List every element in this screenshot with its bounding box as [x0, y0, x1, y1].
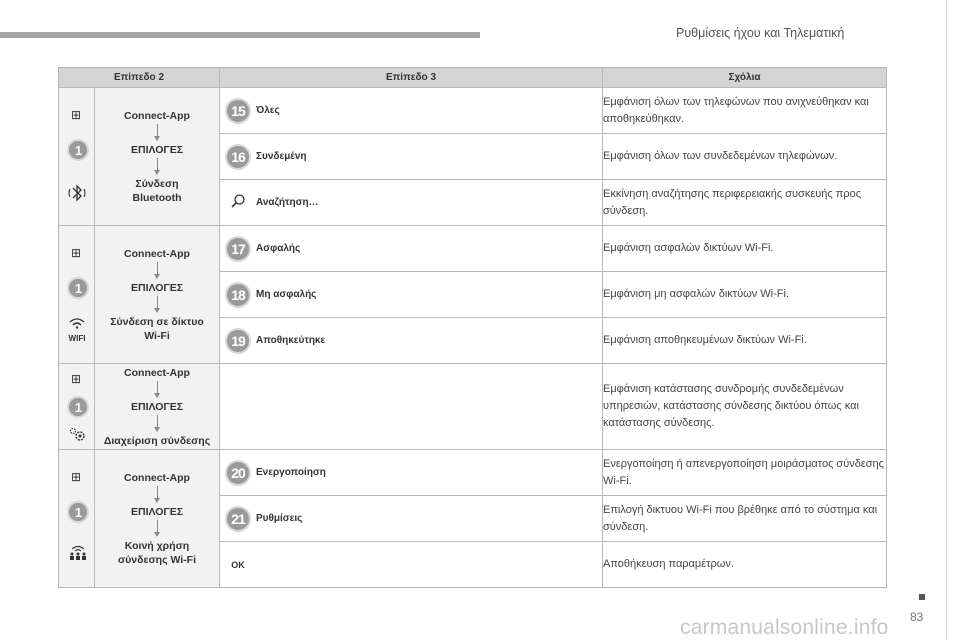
level3-label: Ασφαλής [256, 243, 301, 254]
comment-cell: Εμφάνιση όλων των συνδεδεμένων τηλεφώνων. [603, 134, 887, 180]
group-icons-wifi [59, 226, 95, 364]
level3-cell [220, 542, 603, 588]
level3-cell [220, 450, 603, 496]
header-level2: Επίπεδο 2 [59, 68, 220, 88]
level2-sharing [95, 450, 220, 588]
level2-connection [95, 364, 220, 450]
level2-title: Σύνδεση σε δίκτυο [110, 315, 204, 328]
step-badge: 17 [225, 236, 251, 262]
level2-wifi [95, 226, 220, 364]
grid-icon: ⊞ [71, 246, 82, 260]
page-edge-line [946, 0, 947, 640]
arrow-down-icon [157, 415, 158, 428]
level3-cell [220, 88, 603, 134]
comment-cell: Αποθήκευση παραμέτρων. [603, 542, 887, 588]
share-people-icon [68, 545, 88, 566]
grid-icon: ⊞ [71, 108, 82, 122]
arrow-down-icon [157, 296, 158, 309]
level3-cell [220, 272, 603, 318]
level3-cell [220, 226, 603, 272]
comment-cell: Εμφάνιση μη ασφαλών δικτύων Wi-Fi. [603, 272, 887, 318]
level2-title-2: Bluetooth [132, 191, 182, 204]
comment-cell: Ενεργοποίηση ή απενεργοποίηση μοιράσματος σύνδεσης Wi-Fi. [603, 450, 887, 496]
step-badge: 19 [225, 328, 251, 354]
comment-cell: Εκκίνηση αναζήτησης περιφερειακής συσκευής προς σύνδεση. [603, 180, 887, 226]
level3-cell [220, 318, 603, 364]
settings-gears-icon [68, 426, 88, 449]
level3-label: Συνδεμένη [256, 151, 307, 162]
comment-cell: Επιλογή δικτυου Wi-Fi που βρέθηκε από το σύστημα και σύνδεση. [603, 496, 887, 542]
level3-cell [220, 180, 603, 226]
table-row [59, 450, 887, 496]
table-row [59, 364, 887, 450]
level3-cell-empty [220, 364, 603, 450]
table-header-row [59, 68, 887, 88]
step-badge: 1 [67, 139, 89, 161]
level2-connect-app: Connect-App [124, 247, 190, 260]
page-number: 83 [910, 610, 924, 624]
page-header-title: Ρυθμίσεις ήχου και Τηλεματική [676, 26, 845, 40]
level2-title: Σύνδεση [135, 177, 179, 190]
level3-label: Μη ασφαλής [256, 289, 317, 300]
table-row [59, 226, 887, 272]
arrow-down-icon [157, 520, 158, 533]
comment-cell: Εμφάνιση ασφαλών δικτύων Wi-Fi. [603, 226, 887, 272]
group-icons-bluetooth [59, 88, 95, 226]
step-badge: 1 [67, 277, 89, 299]
step-badge: 21 [225, 506, 251, 532]
comment-cell: Εμφάνιση αποθηκευμένων δικτύων Wi-Fi. [603, 318, 887, 364]
level3-cell [220, 134, 603, 180]
level2-connect-app: Connect-App [124, 471, 190, 484]
header-bar [0, 32, 480, 38]
group-icons-sharing [59, 450, 95, 588]
arrow-down-icon [157, 381, 158, 394]
level2-bluetooth [95, 88, 220, 226]
arrow-down-icon [157, 486, 158, 499]
step-badge: 20 [225, 460, 251, 486]
step-badge: 1 [67, 501, 89, 523]
step-badge: 1 [67, 396, 89, 418]
level3-label: Αποθηκεύτηκε [256, 335, 326, 346]
header-comments: Σχόλια [603, 68, 887, 88]
level3-label: Όλες [256, 105, 280, 116]
comment-cell: Εμφάνιση όλων των τηλεφώνων που ανιχνεύθηκαν και αποθηκεύθηκαν. [603, 88, 887, 134]
step-badge: 18 [225, 282, 251, 308]
search-icon [230, 193, 246, 212]
group-icons-connection [59, 364, 95, 450]
ok-label: OK [231, 559, 245, 570]
watermark: carmanualsonline.info [680, 616, 889, 639]
bluetooth-icon [68, 183, 86, 208]
level2-connect-app: Connect-App [124, 109, 190, 122]
header-level3: Επίπεδο 3 [220, 68, 603, 88]
level3-label: Αναζήτηση… [256, 197, 319, 208]
level2-title-2: Wi-Fi [144, 329, 170, 342]
level3-label: Ρυθμίσεις [256, 513, 303, 524]
comment-cell: Εμφάνιση κατάστασης συνδρομής συνδεδεμένων υπηρεσιών, κατάστασης σύνδεσης δικτύου όπως και κατάστασης σύνδεσης. [603, 364, 887, 450]
page-marker [919, 594, 925, 600]
level2-title: Διαχείριση σύνδεσης [103, 434, 211, 447]
settings-table [58, 67, 887, 588]
level2-options: ΕΠΙΛΟΓΕΣ [130, 143, 183, 156]
level3-cell [220, 496, 603, 542]
level2-options: ΕΠΙΛΟΓΕΣ [130, 400, 183, 413]
grid-icon: ⊞ [71, 470, 82, 484]
level2-title-2: σύνδεσης Wi-Fi [117, 553, 197, 566]
level2-connect-app: Connect-App [124, 366, 190, 379]
arrow-down-icon [157, 124, 158, 137]
wifi-icon [67, 316, 87, 343]
level2-options: ΕΠΙΛΟΓΕΣ [130, 505, 183, 518]
grid-icon: ⊞ [71, 372, 82, 386]
level2-options: ΕΠΙΛΟΓΕΣ [130, 281, 183, 294]
wifi-label: WIFI [68, 334, 86, 343]
level2-title: Κοινή χρήση [124, 539, 190, 552]
arrow-down-icon [157, 262, 158, 275]
level3-label: Ενεργοποίηση [256, 467, 326, 478]
step-badge: 16 [225, 144, 251, 170]
arrow-down-icon [157, 158, 158, 171]
step-badge: 15 [225, 98, 251, 124]
table-row [59, 88, 887, 134]
